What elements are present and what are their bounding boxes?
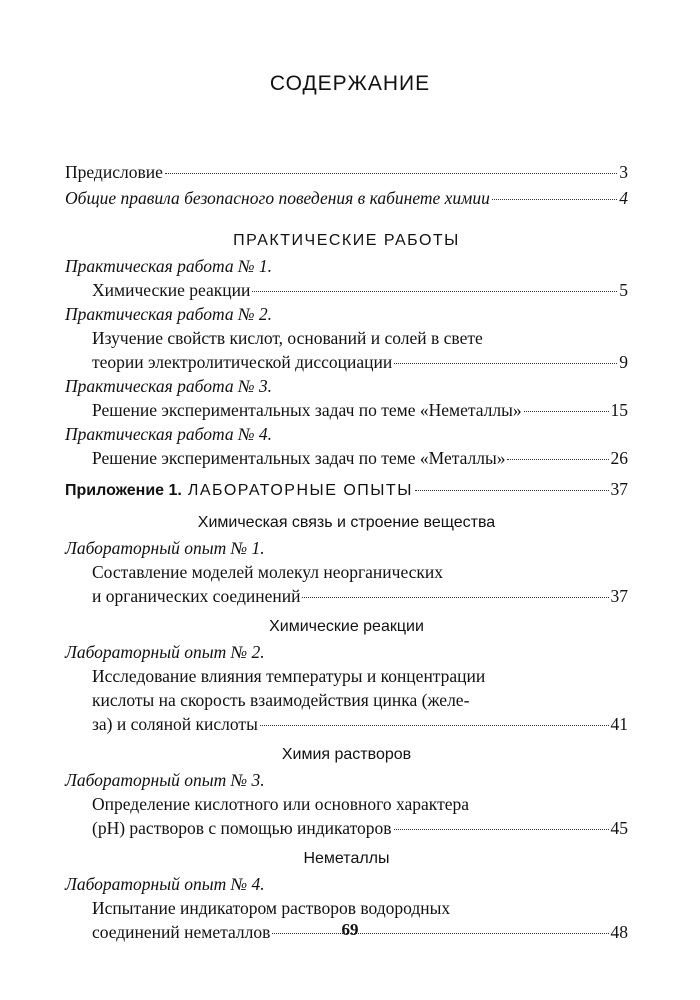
appendix-title: ЛАБОРАТОРНЫЕ ОПЫТЫ — [187, 482, 413, 499]
toc-entry-line: за) и соляной кислоты 41 — [92, 714, 628, 734]
toc-entry-page: 48 — [610, 922, 628, 942]
toc-entry-line: Испытание индикатором растворов водородных — [92, 898, 451, 918]
toc-entry-label: Лабораторный опыт № 2. — [65, 642, 265, 662]
toc-front-matter — [65, 160, 628, 210]
toc-entry-line: Исследование влияния температуры и концентрации — [92, 666, 486, 686]
toc-entry-page: 3 — [619, 162, 628, 182]
toc-entry-line: (pH) растворов с помощью индикаторов 45 — [92, 818, 628, 838]
toc-entry-line: соединений неметаллов 48 — [92, 922, 628, 942]
toc-entry-line: Решение экспериментальных задач по теме «Неметаллы» 15 — [92, 400, 628, 420]
toc-entry-label: Практическая работа № 2. — [65, 304, 272, 324]
toc-entry-label: Лабораторный опыт № 3. — [65, 770, 265, 790]
toc-entry-page: 26 — [610, 448, 628, 468]
toc-entry-page: 15 — [610, 400, 628, 420]
toc-entry-label: Практическая работа № 4. — [65, 424, 272, 444]
dot-leader — [415, 490, 609, 491]
page-title: СОДЕРЖАНИЕ — [269, 72, 431, 95]
dot-leader — [394, 829, 609, 830]
dot-leader — [524, 411, 609, 412]
toc-entry-title: Общие правила безопасного поведения в кабинете химии — [65, 188, 490, 208]
subsection-heading: Химия растворов — [281, 746, 412, 763]
toc-entry-line: Химические реакции 5 — [92, 280, 628, 300]
toc-entry-line: кислоты на скорость взаимодействия цинка (желе- — [92, 690, 470, 710]
toc-entry-preface[interactable] — [65, 160, 628, 184]
dot-leader — [394, 363, 617, 364]
subsection-heading: Неметаллы — [303, 850, 390, 867]
dot-leader — [507, 459, 608, 460]
toc-entry-line: Составление моделей молекул неорганических — [92, 562, 444, 582]
appendix-label: Приложение 1. — [65, 482, 182, 499]
toc-entry-page: 9 — [619, 352, 628, 372]
subsection-heading: Химическая связь и строение вещества — [197, 514, 496, 531]
toc-entry-label: Лабораторный опыт № 4. — [65, 874, 265, 894]
toc-practical-work-4[interactable] — [65, 422, 628, 470]
toc-entry-line: Решение экспериментальных задач по теме «Металлы» 26 — [92, 448, 628, 468]
toc-entry-label: Лабораторный опыт № 1. — [65, 538, 265, 558]
dot-leader — [302, 597, 608, 598]
dot-leader — [252, 291, 617, 292]
dot-leader — [492, 199, 617, 200]
toc-lab-experiment-1[interactable] — [65, 536, 628, 608]
toc-entry-label: Практическая работа № 1. — [65, 256, 272, 276]
toc-lab-experiment-3[interactable] — [65, 768, 628, 840]
toc-entry-page: 45 — [610, 818, 628, 838]
toc-entry-page: 4 — [619, 188, 628, 208]
dot-leader — [260, 725, 609, 726]
page-number: 69 — [341, 920, 359, 939]
subsection-heading: Химические реакции — [269, 618, 424, 635]
toc-appendix-heading[interactable] — [65, 476, 628, 502]
section-heading: ПРАКТИЧЕСКИЕ РАБОТЫ — [233, 232, 460, 249]
toc-practical-work-2[interactable] — [65, 302, 628, 374]
toc-entry-safety-rules[interactable] — [65, 186, 628, 210]
toc-entry-page: 5 — [619, 280, 628, 300]
toc-practical-work-1[interactable] — [65, 254, 628, 302]
toc-entry-line: и органических соединений 37 — [92, 586, 628, 606]
dot-leader — [165, 173, 617, 174]
toc-appendix — [65, 476, 628, 944]
toc-entry-page: 37 — [610, 586, 628, 606]
toc-practical-work-3[interactable] — [65, 374, 628, 422]
toc-lab-experiment-2[interactable] — [65, 640, 628, 736]
toc-entry-title: Предисловие — [65, 162, 163, 182]
toc-practical-section — [65, 228, 628, 470]
toc-entry-label: Практическая работа № 3. — [65, 376, 272, 396]
toc-entry-line: Определение кислотного или основного характера — [92, 794, 470, 814]
toc-entry-page: 37 — [610, 479, 628, 499]
toc-entry-line: теории электролитической диссоциации 9 — [92, 352, 628, 372]
toc-entry-page: 41 — [610, 714, 628, 734]
toc-entry-line: Изучение свойств кислот, оснований и солей в свете — [92, 328, 483, 348]
